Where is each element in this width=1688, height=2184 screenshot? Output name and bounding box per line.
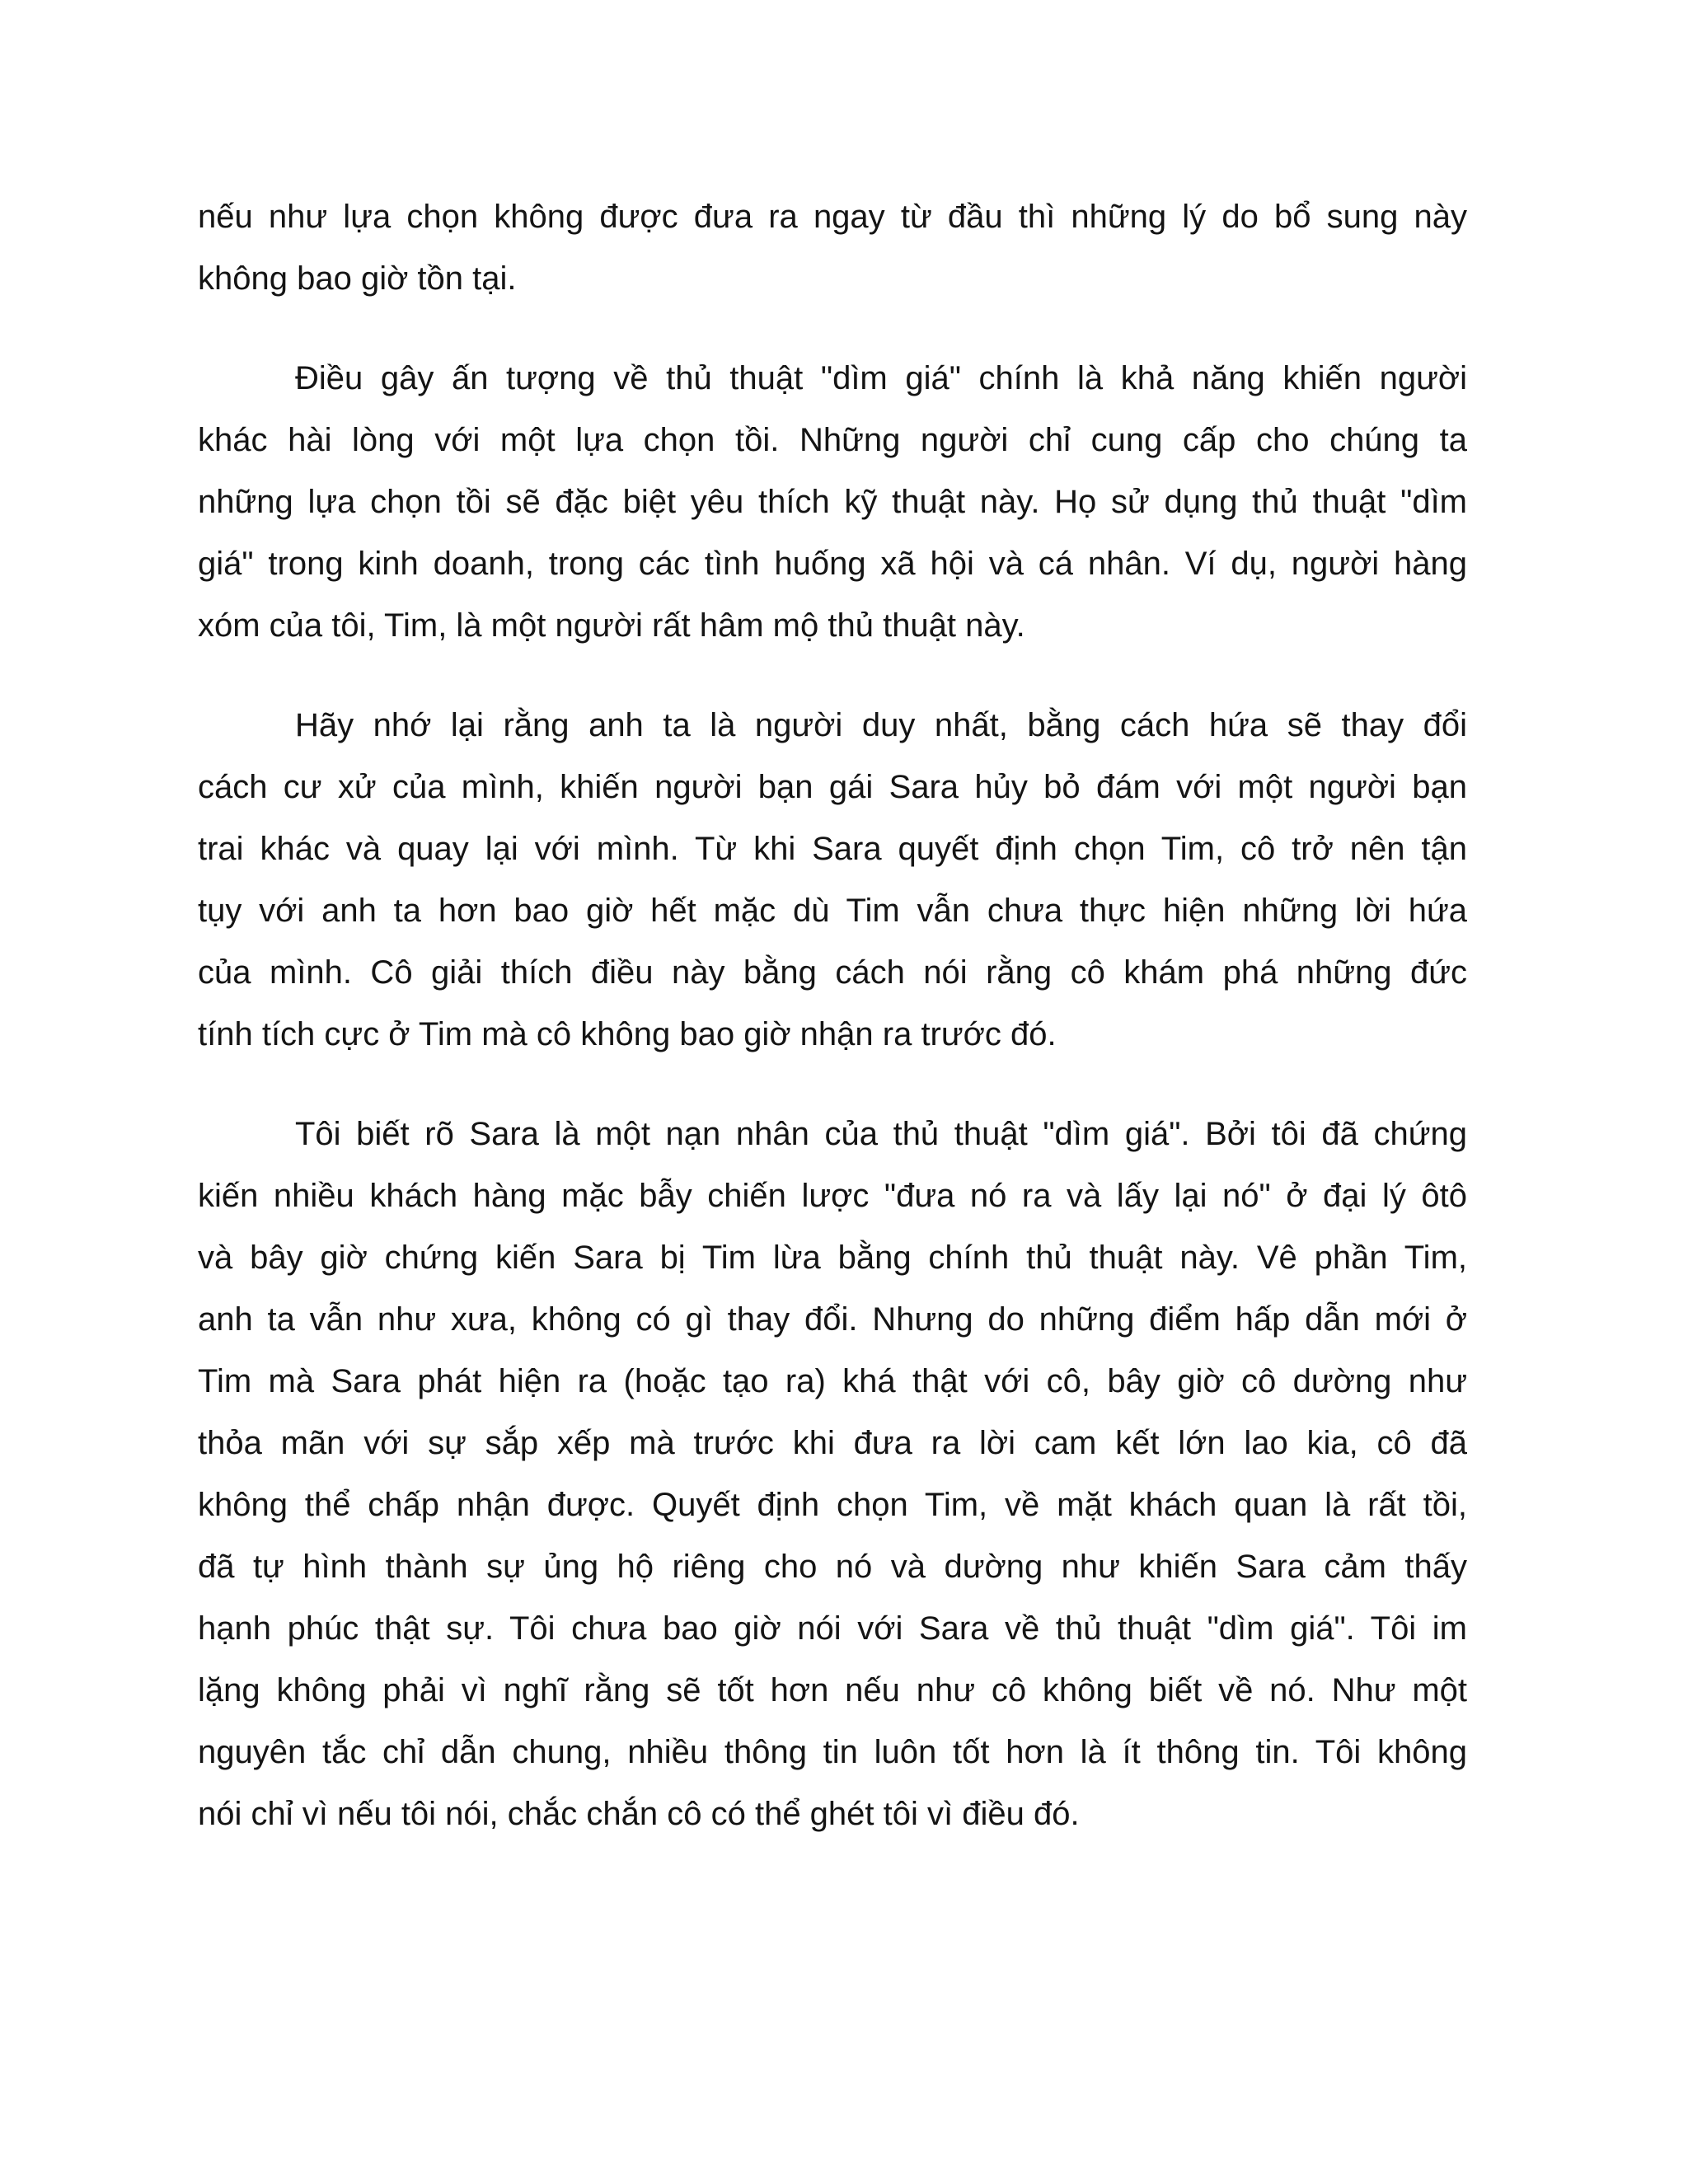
text-line: đã tự hình thành sự ủng hộ riêng cho nó và dường như khiến Sara cảm thấy bbox=[198, 1549, 1467, 1585]
text-line: tính tích cực ở Tim mà cô không bao giờ nhận ra trước đó. bbox=[198, 1016, 1057, 1052]
paragraph-1 bbox=[198, 186, 1467, 310]
text-line: Hãy nhớ lại rằng anh ta là người duy nhất, bằng cách hứa sẽ thay đổi bbox=[295, 707, 1467, 743]
text-line: anh ta vẫn như xưa, không có gì thay đổi. Nhưng do những điểm hấp dẫn mới ở bbox=[198, 1301, 1467, 1338]
text-line: xóm của tôi, Tim, là một người rất hâm mộ thủ thuật này. bbox=[198, 607, 1025, 644]
text-line: Điều gây ấn tượng về thủ thuật "dìm giá" chính là khả năng khiến người bbox=[295, 360, 1467, 396]
text-line: nguyên tắc chỉ dẫn chung, nhiều thông tin luôn tốt hơn là ít thông tin. Tôi không bbox=[198, 1734, 1467, 1770]
text-line: của mình. Cô giải thích điều này bằng cách nói rằng cô khám phá những đức bbox=[198, 954, 1467, 991]
text-line: nói chỉ vì nếu tôi nói, chắc chắn cô có thể ghét tôi vì điều đó. bbox=[198, 1796, 1080, 1832]
text-line: cách cư xử của mình, khiến người bạn gái Sara hủy bỏ đám với một người bạn bbox=[198, 769, 1467, 805]
text-line: hạnh phúc thật sự. Tôi chưa bao giờ nói với Sara về thủ thuật "dìm giá". Tôi im bbox=[198, 1610, 1467, 1647]
text-line: Tôi biết rõ Sara là một nạn nhân của thủ thuật "dìm giá". Bởi tôi đã chứng bbox=[295, 1116, 1467, 1152]
text-line: nếu như lựa chọn không được đưa ra ngay từ đầu thì những lý do bổ sung này bbox=[198, 199, 1467, 235]
paragraph-4 bbox=[198, 1104, 1467, 1845]
text-line: thỏa mãn với sự sắp xếp mà trước khi đưa ra lời cam kết lớn lao kia, cô đã bbox=[198, 1425, 1467, 1461]
text-line: trai khác và quay lại với mình. Từ khi Sara quyết định chọn Tim, cô trở nên tận bbox=[198, 831, 1467, 867]
text-line: tụy với anh ta hơn bao giờ hết mặc dù Tim vẫn chưa thực hiện những lời hứa bbox=[198, 893, 1467, 929]
text-line: và bây giờ chứng kiến Sara bị Tim lừa bằng chính thủ thuật này. Vê phần Tim, bbox=[198, 1240, 1467, 1276]
text-line: Tim mà Sara phát hiện ra (hoặc tạo ra) khá thật với cô, bây giờ cô dường như bbox=[198, 1363, 1467, 1399]
text-line: khác hài lòng với một lựa chọn tồi. Những người chỉ cung cấp cho chúng ta bbox=[198, 422, 1467, 458]
text-line: giá" trong kinh doanh, trong các tình huống xã hội và cá nhân. Ví dụ, người hàng bbox=[198, 546, 1467, 582]
text-line: kiến nhiều khách hàng mặc bẫy chiến lược "đưa nó ra và lấy lại nó" ở đại lý ôtô bbox=[198, 1178, 1467, 1214]
text-line: không thể chấp nhận được. Quyết định chọn Tim, về mặt khách quan là rất tồi, bbox=[198, 1487, 1467, 1523]
text-line: lặng không phải vì nghĩ rằng sẽ tốt hơn nếu như cô không biết về nó. Như một bbox=[198, 1672, 1467, 1708]
text-line: không bao giờ tồn tại. bbox=[198, 260, 517, 297]
paragraph-2 bbox=[198, 348, 1467, 657]
text-line: những lựa chọn tồi sẽ đặc biệt yêu thích kỹ thuật này. Họ sử dụng thủ thuật "dìm bbox=[198, 484, 1467, 520]
paragraph-3 bbox=[198, 695, 1467, 1066]
